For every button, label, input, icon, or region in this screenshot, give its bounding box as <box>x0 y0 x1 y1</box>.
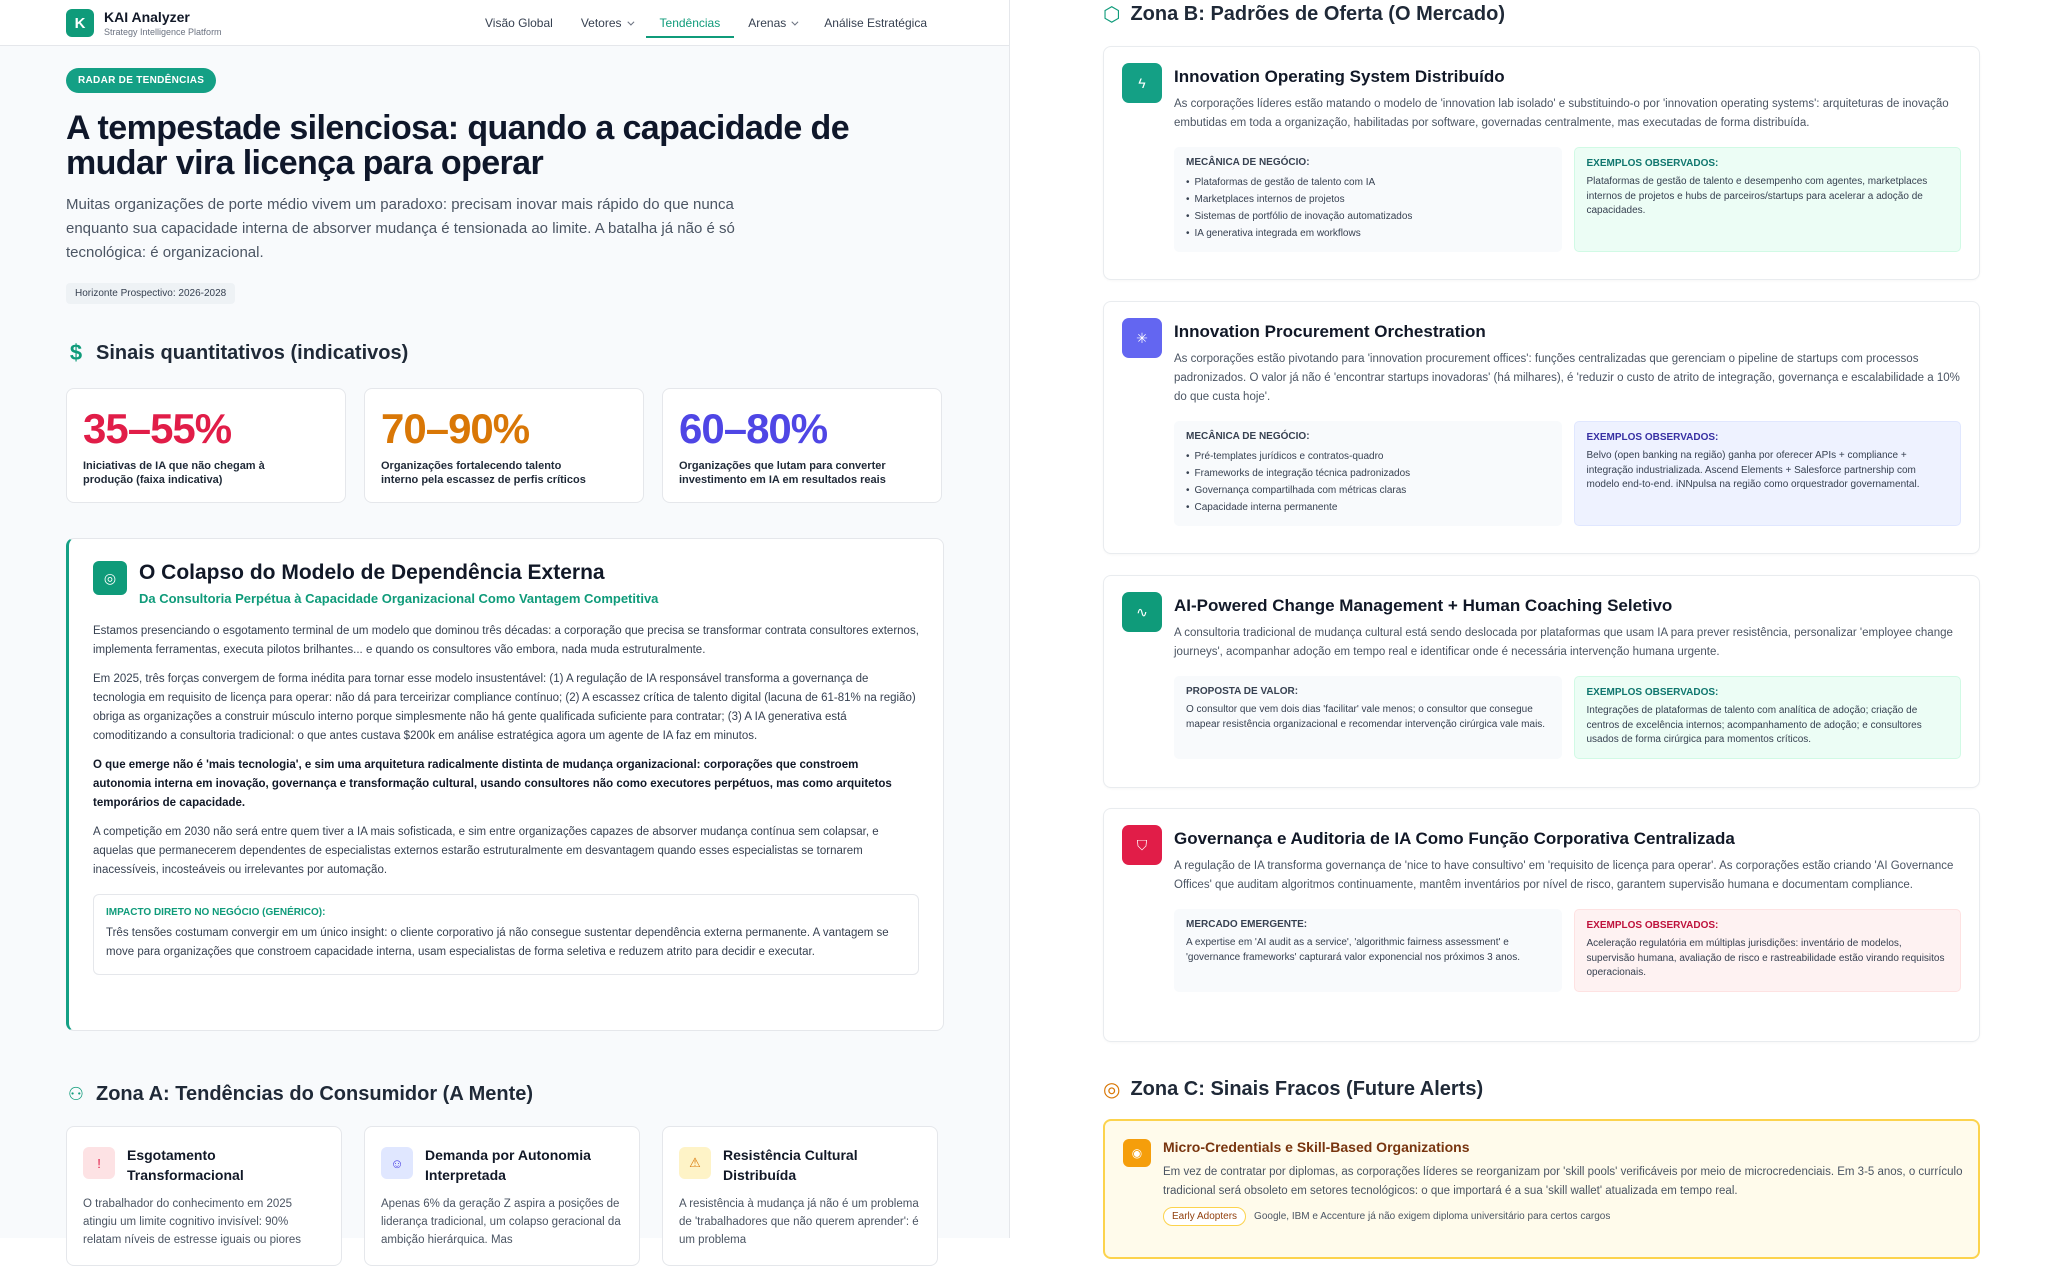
collapse-analysis-card <box>66 538 944 1031</box>
mechanics-box: MECÂNICA DE NEGÓCIO: • Plataformas de gestão de talento com IA • Marketplaces internos de projetos • Sistemas de portfólio de inovação automatizados • IA generativa integrada em workflows <box>1174 147 1562 252</box>
market-box: MERCADO EMERGENTE: A expertise em 'AI audit as a service', 'algorithmic fairness assessment' e 'governance frameworks' capturará valor exponencial nos próximos 3 anos. <box>1174 909 1562 992</box>
lightbulb-icon: ◉ <box>1123 1139 1151 1167</box>
offer-desc: As corporações estão pivotando para 'innovation procurement offices': funções centralizadas que gerenciam o pipeline de startups com processos padronizados. O valor já não é 'encontrar startups inovadoras' (há milhares), é 'reduzir o custo de atrito de integração, governança e escalabilidade a 10% do que custa hoje'. <box>1174 353 1960 403</box>
trend-title: Demanda por Autonomia Interpretada <box>425 1147 591 1183</box>
offer-card[interactable] <box>1103 808 1980 1042</box>
card-title: O Colapso do Modelo de Dependência Externa <box>139 561 605 584</box>
list-item: • Capacidade interna permanente <box>1186 499 1550 516</box>
horizon-badge: Horizonte Prospectivo: 2026-2028 <box>66 283 235 304</box>
offer-desc: A consultoria tradicional de mudança cultural está sendo deslocada por plataformas que usam IA para prever resistência, personalizar 'employee change journeys', acompanhar adoção em tempo real e identificar onde é necessária intervenção humana urgente. <box>1174 627 1953 658</box>
nav-analise-estrategica[interactable]: Análise Estratégica <box>824 16 927 30</box>
list-item: • Frameworks de integração técnica padronizados <box>1186 465 1550 482</box>
offer-title: Governança e Auditoria de IA Como Função Corporativa Centralizada <box>1174 829 1735 848</box>
dollar-icon: $ <box>69 340 83 365</box>
users-icon: ☺ <box>381 1147 413 1179</box>
main-nav <box>471 0 941 46</box>
impact-body: Três tensões costumam convergir em um único insight: o cliente corporativo já não consegue sustentar dependência externa permanente. A vantagem se move para organizações que constroem capacidade interna, usam especialistas de forma seletiva e reduzem atrito para decidir e executar. <box>106 927 889 958</box>
offer-card[interactable] <box>1103 46 1980 280</box>
examples-box: EXEMPLOS OBSERVADOS: Aceleração regulatória em múltiplas jurisdições: inventário de modelos, supervisão humana, avaliação de risco e rastreabilidade estão virando requisitos operacionais. <box>1574 909 1962 992</box>
stat-value: 35–55% <box>83 405 232 452</box>
alert-footer <box>1163 1207 1960 1226</box>
users-icon: ⚇ <box>67 1084 85 1104</box>
signals-heading: $ Sinais quantitativos (indicativos) <box>66 340 943 366</box>
offer-desc: As corporações líderes estão matando o modelo de 'innovation lab isolado' e substituindo-o por 'innovation operating systems': arquiteturas de inovação embutidas em toda a organização, habilitadas por software, governadas centralmente, mas executadas de forma distribuída. <box>1174 98 1949 129</box>
warning-icon: ⚠ <box>679 1147 711 1179</box>
offer-card[interactable] <box>1103 575 1980 788</box>
shield-icon: ⛉ <box>1122 825 1162 865</box>
zone-b-heading: ⬡ Zona B: Padrões de Oferta (O Mercado) <box>1103 3 1505 26</box>
page-subtitle: Muitas organizações de porte médio vivem um paradoxo: precisam inovar mais rápido do que nunca enquanto sua capacidade interna de absorver mudança é tensionada ao limite. A batalha já não é só tecnológica: é organizacional. <box>66 196 735 261</box>
zone-a-cards <box>66 1126 943 1266</box>
offer-columns <box>1174 676 1961 759</box>
early-adopters-tag: Early Adopters <box>1163 1207 1246 1226</box>
page-title: A tempestade silenciosa: quando a capacidade de mudar vira licença para operar <box>66 109 850 182</box>
list-item: • Sistemas de portfólio de inovação automatizados <box>1186 208 1550 225</box>
stat-value: 70–90% <box>381 405 530 452</box>
list-item: • Marketplaces internos de projetos <box>1186 191 1550 208</box>
alert-circle-icon: ! <box>83 1147 115 1179</box>
zones-panel <box>1034 0 2045 1238</box>
stat-card <box>662 388 942 503</box>
list-item: • Governança compartilhada com métricas claras <box>1186 482 1550 499</box>
chevron-down-icon <box>627 18 634 25</box>
main-page <box>0 0 1010 1246</box>
list-item: • Pré-templates jurídicos e contratos-quadro <box>1186 448 1550 465</box>
paragraph: Estamos presenciando o esgotamento terminal de um modelo que dominou três décadas: a corporação que precisa se transformar contrata consultores externos, implementa ferramentas, executa pilotos brilhantes... e quando os consultores vão embora, nada muda estruturalmente. <box>93 625 919 656</box>
trend-text: O trabalhador do conhecimento em 2025 atingiu um limite cognitivo invisível: 90% relatam níveis de estresse iguais ou piores <box>83 1198 301 1246</box>
activity-icon: ∿ <box>1122 592 1162 632</box>
offer-title: AI-Powered Change Management + Human Coaching Seletivo <box>1174 596 1673 615</box>
cube-icon: ⬡ <box>1103 4 1121 26</box>
offer-columns <box>1174 909 1961 992</box>
brand-name[interactable]: KAI Analyzer <box>104 9 190 25</box>
paragraph: A competição em 2030 não será entre quem tiver a IA mais sofisticada, e sim entre organizações capazes de absorver mudança contínua sem colapsar, e aquelas que permanecerem dependentes de especialistas externos estarão estruturalmente em desvantagem quando esses especialistas se tornarem inacessíveis, incosteáveis ou irrelevantes por automação. <box>93 826 879 876</box>
trend-card[interactable] <box>364 1126 640 1266</box>
brand-subtitle: Strategy Intelligence Platform <box>104 27 222 37</box>
nav-visao-global[interactable]: Visão Global <box>484 16 553 30</box>
examples-box: EXEMPLOS OBSERVADOS: Plataformas de gestão de talento e desempenho com agentes, marketplaces internos de projetos e hubs de parceiros/startups para acelerar a adoção de capacidades. <box>1574 147 1962 252</box>
offer-columns <box>1174 147 1961 252</box>
zone-a-heading: ⚇ Zona A: Tendências do Consumidor (A Mente) <box>67 1083 534 1105</box>
stat-value: 60–80% <box>679 405 828 452</box>
alert-desc: Em vez de contratar por diplomas, as corporações líderes se reorganizam por 'skill pools' verificáveis por meio de microcredenciais. Em 3-5 anos, o currículo tradicional será obsoleto em setores tecnológicos: o que importará é a sua 'skill wallet' atualizada em tempo real. <box>1163 1166 1963 1197</box>
stat-card <box>364 388 644 503</box>
trend-card[interactable] <box>662 1126 938 1266</box>
list-item: • Plataformas de gestão de talento com IA <box>1186 174 1550 191</box>
weak-signal-card[interactable] <box>1103 1119 1980 1259</box>
radar-icon: ◎ <box>1103 1079 1121 1101</box>
zone-c-heading: ◎ Zona C: Sinais Fracos (Future Alerts) <box>1103 1078 1484 1101</box>
section-pill: RADAR DE TENDÊNCIAS <box>66 68 216 93</box>
trend-title: Resistência Cultural Distribuída <box>723 1147 858 1183</box>
sparkle-icon: ✳ <box>1122 318 1162 358</box>
nav-vetores[interactable]: Vetores <box>567 0 646 46</box>
trend-card[interactable] <box>66 1126 342 1266</box>
trend-text: Apenas 6% da geração Z aspira a posições de liderança tradicional, um colapso geracional da ambição hierárquica. Mas <box>381 1198 621 1246</box>
nav-tendencias[interactable]: Tendências <box>646 0 735 46</box>
list-item: • IA generativa integrada em workflows <box>1186 225 1550 242</box>
mechanics-box: MECÂNICA DE NEGÓCIO: • Pré-templates jurídicos e contratos-quadro • Frameworks de integração técnica padronizados • Governança compartilhada com métricas claras • Capacidade interna permanente <box>1174 421 1562 526</box>
trend-text: A resistência à mudança já não é um problema de 'trabalhadores que não querem aprender': é um problema <box>679 1198 919 1246</box>
offer-title: Innovation Procurement Orchestration <box>1174 322 1486 341</box>
value-prop-box: PROPOSTA DE VALOR: O consultor que vem dois dias 'facilitar' vale menos; o consultor que consegue mapear resistência organizacional e recomendar intervenção cirúrgica vale mais. <box>1174 676 1562 759</box>
stat-label: Organizações fortalecendo talento interno pela escassez de perfis críticos <box>381 460 586 486</box>
impact-title: IMPACTO DIRETO NO NEGÓCIO (GENÉRICO): <box>106 907 326 918</box>
paragraph: Em 2025, três forças convergem de forma inédita para tornar esse modelo insustentável: (1) A regulação de IA responsável transforma a governança de tecnologia em requisito de licença para operar: não dá para terceirizar compliance contínuo; (2) A escassez crítica de talento digital (lacuna de 61-81% na região) obriga as organizações a construir músculo interno porque simplesmente não há gente qualificada suficiente para contratar; (3) A IA generativa está comoditizando a consultoria tradicional: o que antes custava $200k em análise estratégica agora um agente de IA faz em minutos. <box>93 673 916 742</box>
target-icon: ◎ <box>93 561 127 595</box>
zap-icon: ϟ <box>1122 63 1162 103</box>
offer-card[interactable] <box>1103 301 1980 554</box>
stats-row <box>66 388 943 503</box>
card-subtitle: Da Consultoria Perpétua à Capacidade Organizacional Como Vantagem Competitiva <box>139 591 659 606</box>
nav-arenas[interactable]: Arenas <box>734 0 810 46</box>
paragraph-emphasis: O que emerge não é 'mais tecnologia', e sim uma arquitetura radicalmente distinta de mudança organizacional: corporações que constroem autonomia interna em inovação, governança e transformação cultural, usando consultores não como executores perpétuos, mas como arquitetos temporários de capacidade. <box>93 759 892 809</box>
offer-columns <box>1174 421 1961 526</box>
impact-box <box>93 894 919 975</box>
offer-desc: A regulação de IA transforma governança de 'nice to have consultivo' em 'requisito de licença para operar'. As corporações estão criando 'AI Governance Offices' que auditam algoritmos continuamente, mantêm inventários por nível de risco, garantem supervisão humana e documentam compliance. <box>1174 860 1954 891</box>
logo-icon[interactable]: K <box>66 9 94 37</box>
trend-title: Esgotamento Transformacional <box>127 1147 244 1183</box>
examples-box: EXEMPLOS OBSERVADOS: Belvo (open banking na região) ganha por oferecer APIs + compliance + integração industrializada. Ascend Elements + Salesforce partnership com modelo end-to-end. iNNpulsa na região como orquestrador governamental. <box>1574 421 1962 526</box>
stat-card <box>66 388 346 503</box>
top-navbar <box>0 0 1009 46</box>
alert-note: Google, IBM e Accenture já não exigem diploma universitário para certos cargos <box>1254 1211 1611 1222</box>
chevron-down-icon <box>792 18 799 25</box>
alert-title: Micro-Credentials e Skill-Based Organizations <box>1163 1139 1470 1155</box>
offer-title: Innovation Operating System Distribuído <box>1174 67 1505 86</box>
examples-box: EXEMPLOS OBSERVADOS: Integrações de plataformas de talento com analítica de adoção; criação de centros de excelência internos; acompanhamento de adoção; e consultores usados de forma cirúrgica para momentos críticos. <box>1574 676 1962 759</box>
stat-label: Organizações que lutam para converter investimento em IA em resultados reais <box>679 460 886 486</box>
stat-label: Iniciativas de IA que não chegam à produção (faixa indicativa) <box>83 460 265 486</box>
